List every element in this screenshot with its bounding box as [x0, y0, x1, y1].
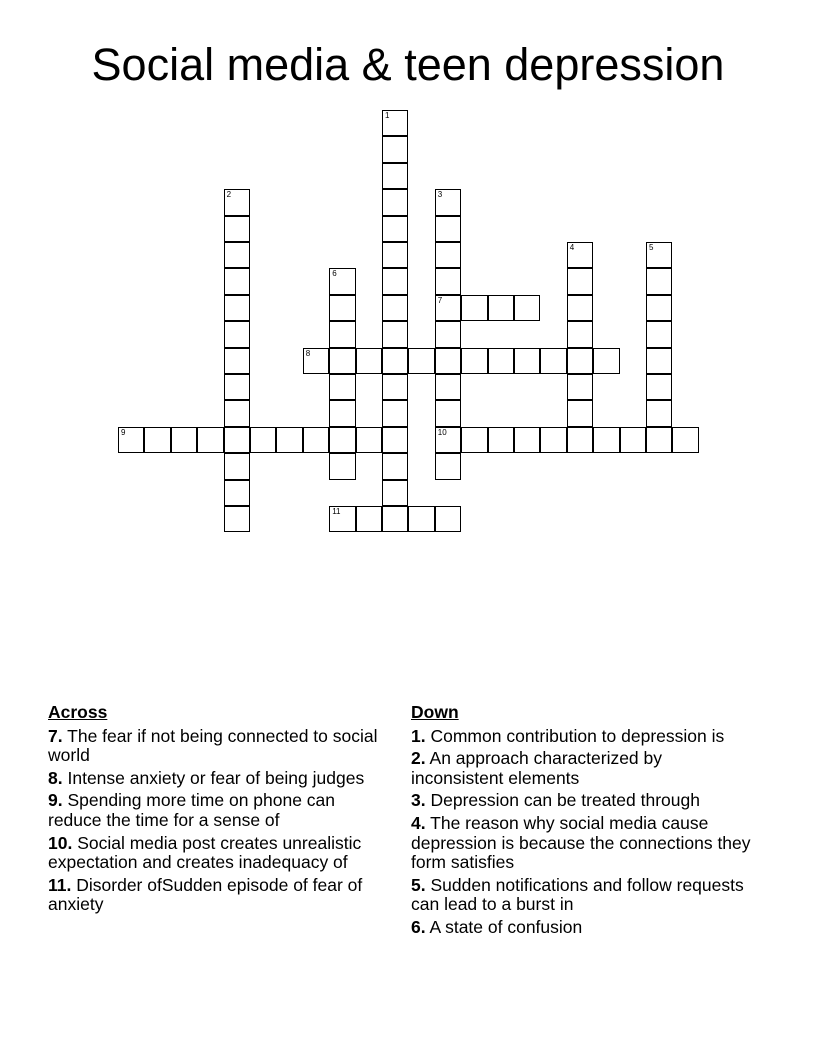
grid-cell[interactable] [567, 400, 593, 426]
grid-cell[interactable] [171, 427, 197, 453]
clue-number: 11. [48, 874, 72, 895]
grid-cell[interactable] [356, 506, 382, 532]
grid-cell[interactable] [382, 427, 408, 453]
grid-cell[interactable] [224, 453, 250, 479]
grid-cell[interactable] [435, 295, 461, 321]
grid-cell[interactable] [250, 427, 276, 453]
grid-cell[interactable] [567, 321, 593, 347]
clue-across-11 [48, 876, 393, 915]
cell-number: 3 [437, 190, 443, 200]
cell-number: 7 [437, 295, 443, 305]
grid-cell[interactable] [435, 427, 461, 453]
grid-cell[interactable] [646, 348, 672, 374]
grid-cell[interactable] [540, 348, 566, 374]
grid-cell[interactable] [224, 295, 250, 321]
grid-cell[interactable] [329, 348, 355, 374]
clue-text: Common contribution to depression is [430, 725, 725, 746]
clue-down-2 [411, 749, 751, 788]
grid-cell[interactable] [567, 295, 593, 321]
grid-cell[interactable] [382, 400, 408, 426]
grid-cell[interactable] [224, 189, 250, 215]
clue-text: Sudden notifications and follow requests can lead to a burst in [411, 874, 744, 915]
clue-number: 9. [48, 790, 63, 811]
grid-cell[interactable] [620, 427, 646, 453]
clue-number: 3. [411, 790, 426, 811]
grid-cell[interactable] [329, 400, 355, 426]
clue-across-10 [48, 834, 393, 873]
grid-cell[interactable] [408, 348, 434, 374]
grid-cell[interactable] [514, 427, 540, 453]
clue-down-4 [411, 814, 751, 873]
grid-cell[interactable] [408, 506, 434, 532]
grid-cell[interactable] [646, 321, 672, 347]
clue-number: 2. [411, 748, 426, 769]
grid-cell[interactable] [329, 321, 355, 347]
grid-cell[interactable] [224, 506, 250, 532]
grid-cell[interactable] [435, 189, 461, 215]
grid-cell[interactable] [435, 348, 461, 374]
grid-cell[interactable] [435, 453, 461, 479]
grid-cell[interactable] [435, 216, 461, 242]
down-clues [411, 703, 751, 941]
grid-cell[interactable] [224, 480, 250, 506]
grid-cell[interactable] [224, 242, 250, 268]
clue-text: An approach characterized by inconsistent elements [411, 748, 663, 788]
cell-number: 10 [437, 427, 447, 437]
grid-cell[interactable] [461, 427, 487, 453]
grid-cell[interactable] [567, 348, 593, 374]
grid-cell[interactable] [646, 374, 672, 400]
grid-cell[interactable] [382, 295, 408, 321]
grid-cell[interactable] [382, 453, 408, 479]
clue-text: A state of confusion [429, 916, 583, 937]
grid-cell[interactable] [567, 374, 593, 400]
clue-text: Intense anxiety or fear of being judges [67, 767, 365, 788]
clue-down-3 [411, 791, 751, 811]
grid-cell[interactable] [382, 216, 408, 242]
clue-number: 4. [411, 812, 426, 833]
grid-cell[interactable] [382, 268, 408, 294]
grid-cell[interactable] [329, 268, 355, 294]
cell-number: 11 [332, 507, 341, 516]
grid-cell[interactable] [461, 348, 487, 374]
cell-number: 2 [226, 190, 232, 200]
across-clues [48, 703, 393, 918]
grid-cell[interactable] [329, 374, 355, 400]
grid-cell[interactable] [488, 348, 514, 374]
grid-cell[interactable] [593, 427, 619, 453]
grid-cell[interactable] [514, 348, 540, 374]
grid-cell[interactable] [382, 480, 408, 506]
clue-number: 7. [48, 725, 63, 746]
clue-text: The reason why social media cause depression is because the connections they form satisfies [411, 812, 751, 873]
clue-text: Depression can be treated through [430, 790, 700, 811]
grid-cell[interactable] [435, 242, 461, 268]
grid-cell[interactable] [224, 427, 250, 453]
across-heading: Across [48, 702, 108, 722]
grid-cell[interactable] [382, 242, 408, 268]
grid-cell[interactable] [567, 268, 593, 294]
grid-cell[interactable] [567, 427, 593, 453]
grid-cell[interactable] [382, 348, 408, 374]
grid-cell[interactable] [646, 427, 672, 453]
grid-cell[interactable] [276, 427, 302, 453]
grid-cell[interactable] [646, 295, 672, 321]
clue-text: Social media post creates unrealistic expectation and creates inadequacy of [48, 832, 362, 873]
grid-cell[interactable] [224, 348, 250, 374]
grid-cell[interactable] [382, 374, 408, 400]
cell-number: 8 [305, 348, 311, 358]
clue-down-1 [411, 727, 751, 747]
grid-cell[interactable] [118, 427, 144, 453]
grid-cell[interactable] [382, 321, 408, 347]
puzzle-title: Social media & teen depression [91, 39, 725, 90]
grid-cell[interactable] [382, 163, 408, 189]
grid-cell[interactable] [435, 321, 461, 347]
clue-text: Disorder ofSudden episode of fear of anxiety [48, 874, 363, 915]
grid-cell[interactable] [646, 242, 672, 268]
grid-cell[interactable] [303, 348, 329, 374]
grid-cell[interactable] [646, 400, 672, 426]
grid-cell[interactable] [224, 216, 250, 242]
grid-cell[interactable] [224, 321, 250, 347]
clue-text: Spending more time on phone can reduce the time for a sense of [48, 790, 336, 830]
grid-cell[interactable] [488, 295, 514, 321]
grid-cell[interactable] [329, 427, 355, 453]
grid-cell[interactable] [144, 427, 170, 453]
grid-cell[interactable] [382, 189, 408, 215]
grid-cell[interactable] [672, 427, 698, 453]
grid-cell[interactable] [303, 427, 329, 453]
clue-number: 6. [411, 916, 426, 937]
grid-cell[interactable] [224, 374, 250, 400]
cell-number: 1 [385, 111, 390, 120]
clue-across-9 [48, 791, 393, 830]
grid-cell[interactable] [224, 268, 250, 294]
grid-cell[interactable] [356, 427, 382, 453]
grid-cell[interactable] [435, 506, 461, 532]
grid-cell[interactable] [356, 348, 382, 374]
clue-number: 5. [411, 874, 426, 895]
grid-cell[interactable] [435, 374, 461, 400]
grid-cell[interactable] [382, 110, 408, 136]
clue-number: 10. [48, 832, 73, 853]
grid-cell[interactable] [329, 295, 355, 321]
grid-cell[interactable] [435, 400, 461, 426]
down-heading: Down [411, 702, 459, 722]
cell-number: 4 [569, 243, 575, 252]
grid-cell[interactable] [329, 506, 355, 532]
grid-cell[interactable] [514, 295, 540, 321]
clue-across-8 [48, 769, 393, 789]
grid-cell[interactable] [593, 348, 619, 374]
cell-number: 5 [649, 243, 654, 252]
grid-cell[interactable] [224, 400, 250, 426]
clue-down-5 [411, 876, 751, 915]
clue-text: The fear if not being connected to social world [48, 725, 378, 766]
clue-number: 8. [48, 767, 63, 788]
cell-number: 9 [121, 427, 126, 437]
grid-cell[interactable] [567, 242, 593, 268]
grid-cell[interactable] [540, 427, 566, 453]
cell-number: 6 [332, 269, 337, 279]
grid-cell[interactable] [461, 295, 487, 321]
grid-cell[interactable] [488, 427, 514, 453]
grid-cell[interactable] [435, 268, 461, 294]
grid-cell[interactable] [646, 268, 672, 294]
grid-cell[interactable] [382, 136, 408, 162]
clue-across-7 [48, 727, 393, 766]
clue-number: 1. [411, 725, 426, 746]
clue-down-6 [411, 918, 751, 938]
grid-cell[interactable] [382, 506, 408, 532]
grid-cell[interactable] [329, 453, 355, 479]
grid-cell[interactable] [197, 427, 223, 453]
